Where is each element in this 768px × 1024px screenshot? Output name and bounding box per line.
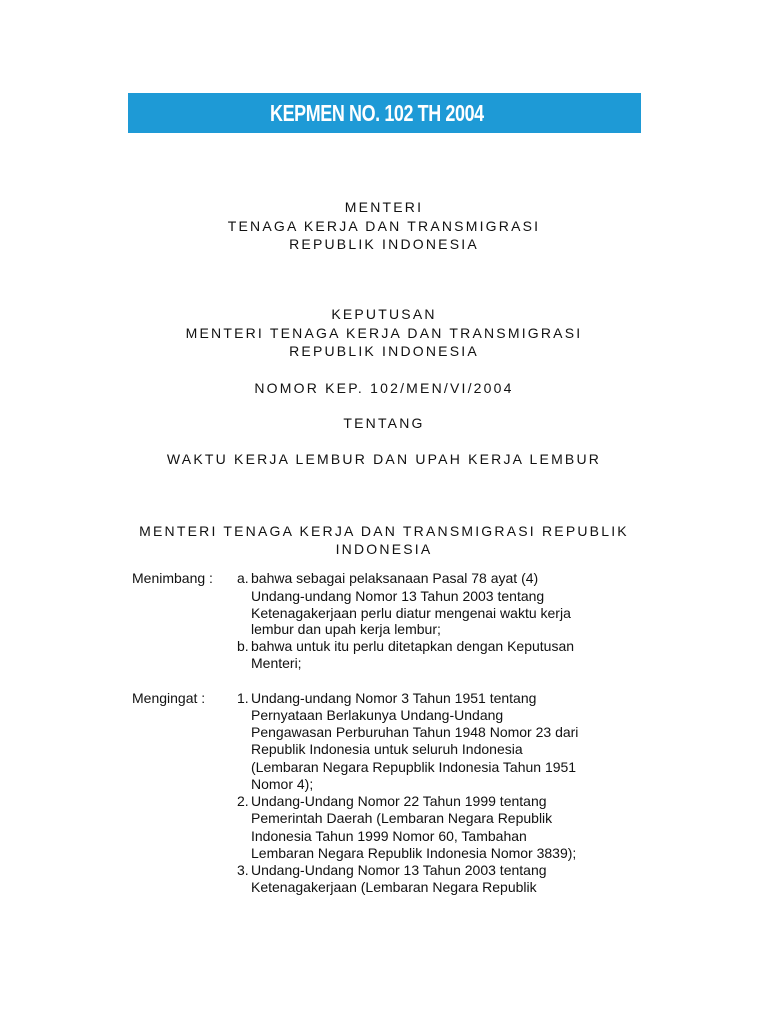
decision-number: NOMOR KEP. 102/MEN/VI/2004 [254, 380, 514, 396]
list-item-text: Undang-undang Nomor 3 Tahun 1951 tentang [251, 690, 537, 706]
list-item-marker: 2. [237, 793, 249, 809]
list-item-marker: 3. [237, 862, 249, 878]
list-item-text: Pemerintah Daerah (Lembaran Negara Republik [251, 810, 553, 826]
mengingat-label: Mengingat : [132, 690, 206, 706]
decision-minister: MENTERI TENAGA KERJA DAN TRANSMIGRASI [185, 325, 583, 341]
list-item-text: bahwa untuk itu perlu ditetapkan dengan Keputusan [251, 638, 575, 654]
decision-title: KEPUTUSAN [331, 306, 437, 322]
list-item-text: (Lembaran Negara Repupblik Indonesia Tahun 1951 [251, 759, 577, 775]
list-item-text: Lembaran Negara Republik Indonesia Nomor 3839); [251, 845, 577, 861]
list-item-text: Undang-Undang Nomor 22 Tahun 1999 tentang [251, 793, 547, 809]
list-item-text: Pengawasan Perburuhan Tahun 1948 Nomor 23 dari [251, 724, 579, 740]
list-item-text: lembur dan upah kerja lembur; [251, 621, 441, 637]
list-item-text: Ketenagakerjaan (Lembaran Negara Republik [251, 879, 537, 895]
header-line-3: REPUBLIK INDONESIA [289, 236, 479, 252]
header-line-1: MENTERI [344, 199, 424, 215]
list-item-text: Ketenagakerjaan perlu diatur mengenai waktu kerja [251, 605, 571, 621]
list-item-marker: 1. [237, 690, 249, 706]
decision-about: TENTANG [343, 415, 425, 431]
minister-heading-line-1: MENTERI TENAGA KERJA DAN TRANSMIGRASI REPUBLIK [139, 523, 629, 539]
list-item-text: Pernyataan Berlakunya Undang-Undang [251, 707, 504, 723]
banner-title: KEPMEN NO. 102 TH 2004 [270, 100, 484, 126]
list-item-text: Republik Indonesia untuk seluruh Indonesia [251, 741, 523, 757]
menimbang-label: Menimbang : [132, 570, 213, 586]
minister-heading-line-2: INDONESIA [335, 541, 433, 557]
decision-subject: WAKTU KERJA LEMBUR DAN UPAH KERJA LEMBUR [166, 451, 602, 467]
header-line-2: TENAGA KERJA DAN TRANSMIGRASI [227, 218, 541, 234]
list-item-marker: b. [237, 638, 249, 654]
list-item-text: Indonesia Tahun 1999 Nomor 60, Tambahan [251, 828, 527, 844]
list-item-text: Undang-Undang Nomor 13 Tahun 2003 tentang [251, 862, 547, 878]
list-item-text: bahwa sebagai pelaksanaan Pasal 78 ayat (4) [251, 570, 539, 586]
decision-republic: REPUBLIK INDONESIA [289, 343, 479, 359]
list-item-text: Nomor 4); [251, 776, 314, 792]
list-item-text: Undang-undang Nomor 13 Tahun 2003 tentang [251, 588, 545, 604]
list-item-marker: a. [237, 570, 249, 586]
title-banner [128, 93, 641, 133]
list-item-text: Menteri; [251, 655, 302, 671]
